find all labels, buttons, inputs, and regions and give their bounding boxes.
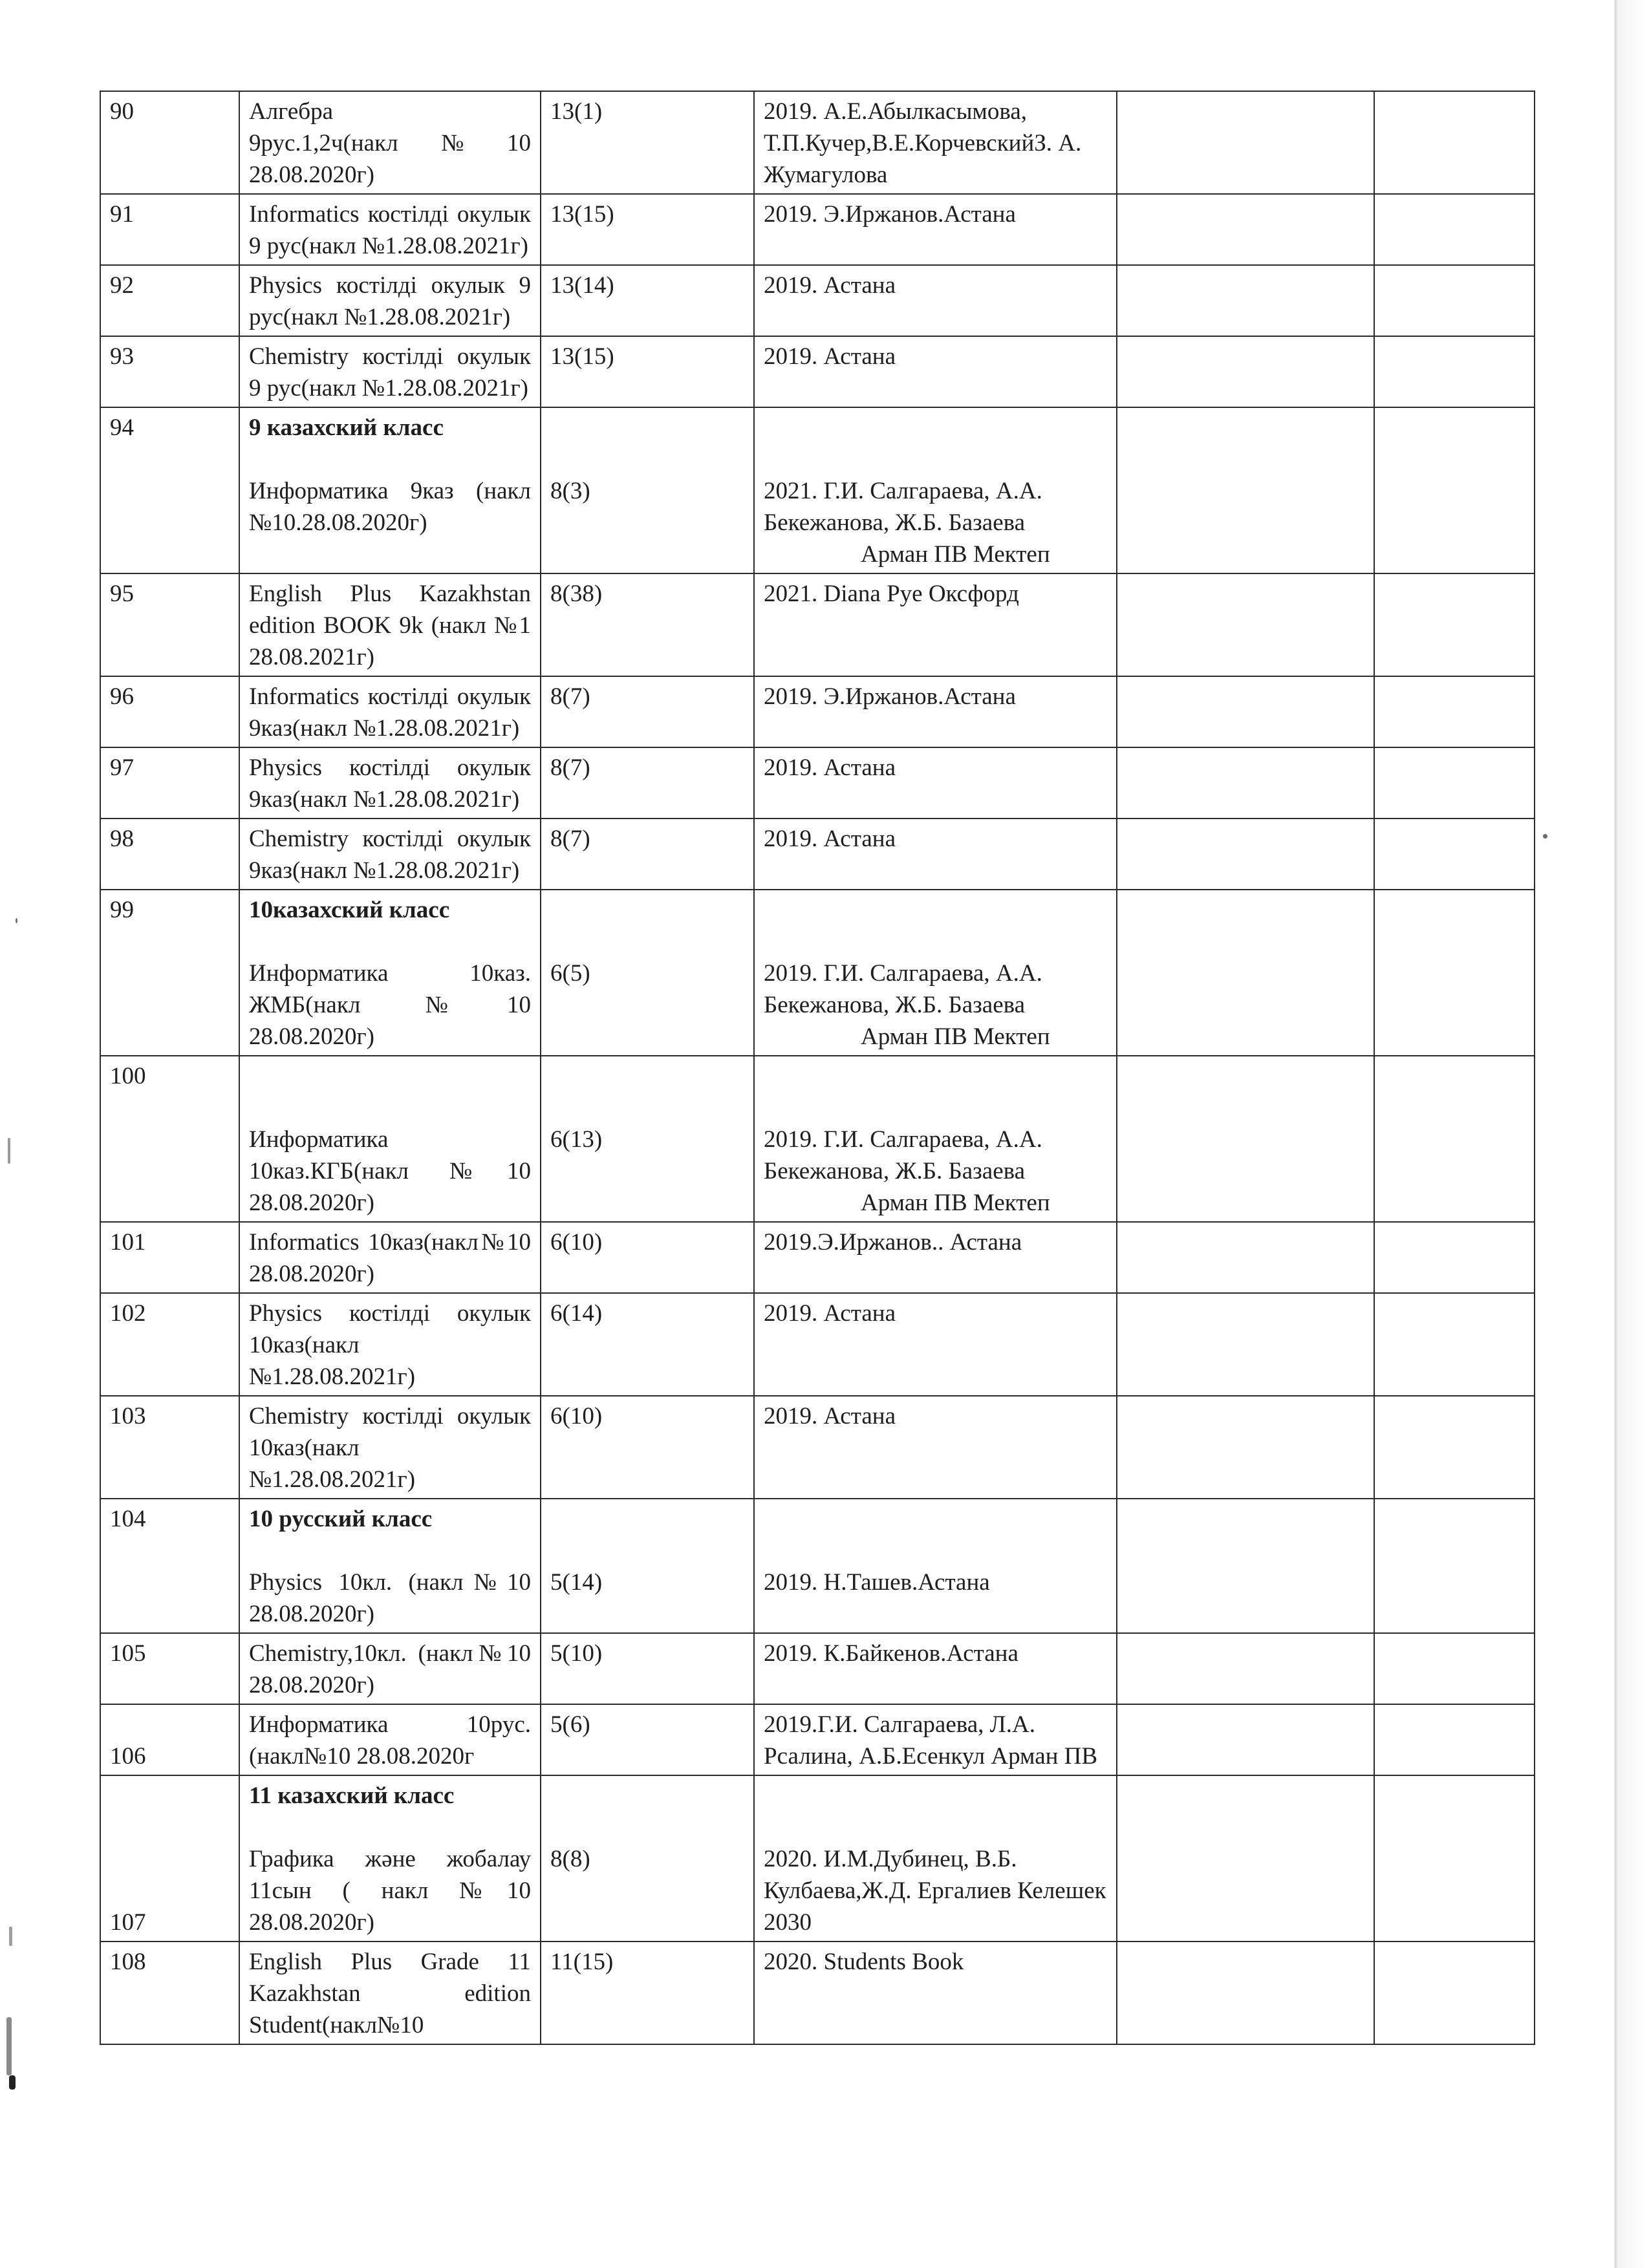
empty-cell [1374,1499,1535,1633]
book-title-cell [239,1633,541,1704]
empty-cell [1374,818,1535,890]
publisher-info: 2021. Г.И. Салгараева, А.А. Бекежанова, Ж.Б. Базаева [764,478,1042,536]
table-row [100,1396,1535,1499]
publisher-cell [754,1396,1117,1499]
publisher-cell [754,407,1117,573]
quantity: 8(38) [550,581,603,607]
book-title: Physics коcтiлдi окулык 9 рус(накл №1.28.08.2021г) [249,272,531,330]
empty-cell [1117,573,1374,676]
empty-cell [1374,1942,1535,2044]
class-heading: 9 казахский класс [249,414,444,441]
empty-cell [1117,265,1374,336]
quantity-cell [541,1396,754,1499]
quantity: 13(1) [550,98,603,125]
book-title: Chemistry коcтiлдi окулык 9каз(накл №1.28.08.2021г) [249,826,531,884]
row-number: 98 [110,826,134,852]
empty-cell [1117,818,1374,890]
publisher-cell [754,1056,1117,1222]
empty-cell [1374,1633,1535,1704]
row-number-cell [100,1499,239,1633]
empty-cell [1374,1704,1535,1775]
quantity-cell [541,1775,754,1942]
book-title: Physics коcтiлдi окулык 9каз(накл №1.28.08.2021г) [249,754,531,813]
publisher-info: 2019. Астана [764,1403,896,1429]
empty-cell [1117,747,1374,818]
quantity-cell [541,1942,754,2044]
publisher-name: Арман ПВ Мектеп [861,1190,1050,1216]
quantity: 6(13) [550,1126,603,1153]
publisher-cell [754,1293,1117,1396]
empty-cell [1374,573,1535,676]
quantity: 5(10) [550,1640,603,1667]
table-row [100,336,1535,407]
quantity: 5(6) [550,1711,590,1738]
book-title-cell [239,91,541,194]
table-row [100,194,1535,265]
quantity: 5(14) [550,1569,603,1596]
book-title-cell [239,407,541,573]
table-row [100,1056,1535,1222]
row-number-cell [100,1222,239,1293]
empty-cell [1374,407,1535,573]
row-number-cell [100,676,239,747]
quantity: 13(14) [550,272,614,299]
book-title: Информатика 10каз.КГБ(накл №10 28.08.2020г) [249,1126,531,1216]
quantity: 8(7) [550,826,590,852]
publisher-cell [754,818,1117,890]
row-number-cell [100,265,239,336]
heading-spacer [764,412,1107,475]
publisher-info: 2019. Э.Иржанов.Астана [764,683,1016,710]
publisher-info: 2020. Students Book [764,1949,964,1975]
empty-cell [1117,1499,1374,1633]
book-title-cell [239,1222,541,1293]
empty-cell [1117,1942,1374,2044]
book-title-cell [239,573,541,676]
publisher-info: 2020. И.М.Дубинец, В.Б. Кулбаева,Ж.Д. Ергалиев Келешек 2030 [764,1846,1106,1936]
heading-spacer [550,412,744,475]
empty-cell [1117,1293,1374,1396]
quantity: 6(10) [550,1403,603,1429]
empty-cell [1374,676,1535,747]
heading-spacer [550,1503,744,1567]
quantity-cell [541,890,754,1056]
book-title: Информатика 10рус. (накл№10 28.08.2020г [249,1711,531,1770]
table-row [100,747,1535,818]
row-number: 101 [110,1229,146,1256]
publisher-info: 2019. Э.Иржанов.Астана [764,201,1016,228]
scan-speck [6,2017,12,2075]
scan-speck [9,1927,12,1946]
publisher-info: 2019. Г.И. Салгараева, А.А. Бекежанова, Ж.Б. Базаева [764,1126,1042,1184]
quantity-cell [541,194,754,265]
class-heading: 10 русский класс [249,1506,433,1532]
row-number-cell [100,1633,239,1704]
heading-spacer [550,894,744,957]
book-title-cell [239,890,541,1056]
publisher-info: 2019. Астана [764,826,896,852]
book-title: Chemistry,10кл. (накл№10 28.08.2020г) [249,1640,531,1698]
publisher-cell [754,1704,1117,1775]
table-body [100,91,1535,2044]
heading-spacer [764,894,1107,957]
publisher-info: 2021. Diana Pye Оксфорд [764,581,1019,607]
quantity: 6(10) [550,1229,603,1256]
publisher-cell [754,1499,1117,1633]
row-number: 100 [110,1063,146,1089]
quantity: 13(15) [550,343,614,370]
table-row [100,1775,1535,1942]
book-title: Chemistry коcтiлдi окулык 9 рус(накл №1.28.08.2021г) [249,343,531,401]
publisher-cell [754,573,1117,676]
row-number: 97 [110,754,134,781]
publisher-info: 2019.Э.Иржанов.. Астана [764,1229,1022,1256]
row-number: 94 [110,414,134,441]
row-number: 108 [110,1949,146,1975]
empty-cell [1374,890,1535,1056]
empty-cell [1117,336,1374,407]
book-title-cell [239,265,541,336]
empty-cell [1117,1704,1374,1775]
quantity: 8(7) [550,754,590,781]
row-number: 92 [110,272,134,299]
empty-cell [1117,1056,1374,1222]
book-title-cell [239,1942,541,2044]
row-number-cell [100,1056,239,1222]
book-title-cell [239,1056,541,1222]
row-number-cell [100,91,239,194]
book-title-cell [239,1775,541,1942]
row-number: 95 [110,581,134,607]
empty-cell [1117,1222,1374,1293]
row-number-cell [100,407,239,573]
book-title: Physics коcтiлдi окулык 10каз(накл №1.28.08.2021г) [249,1300,531,1390]
quantity-cell [541,1056,754,1222]
quantity-cell [541,676,754,747]
class-heading: 11 казахский класс [249,1782,455,1809]
table-row [100,91,1535,194]
heading-spacer [764,1060,1107,1124]
empty-cell [1117,1396,1374,1499]
row-number-cell [100,1396,239,1499]
scan-edge-shade [1617,0,1649,2268]
book-title: Chemistry коcтiлдi окулык 10каз(накл №1.28.08.2021г) [249,1403,531,1493]
quantity-cell [541,1633,754,1704]
empty-cell [1374,1396,1535,1499]
publisher-info: 2019.Г.И. Салгараева, Л.А. Рсалина, А.Б.Есенкул Арман ПВ [764,1711,1098,1770]
book-title: Алгебра 9рус.1,2ч(накл№10 28.08.2020г) [249,98,531,188]
empty-cell [1374,91,1535,194]
row-number: 93 [110,343,134,370]
table-row [100,1222,1535,1293]
publisher-info: 2019. А.Е.Абылкасымова, Т.П.Кучер,В.Е.КорчевскийЗ. А. Жумагулова [764,98,1082,188]
publisher-cell [754,890,1117,1056]
empty-cell [1374,747,1535,818]
row-number-cell [100,1775,239,1942]
table-row [100,407,1535,573]
table-row [100,1633,1535,1704]
quantity-cell [541,1704,754,1775]
publisher-cell [754,676,1117,747]
publisher-info: 2019. Астана [764,343,896,370]
publisher-cell [754,265,1117,336]
empty-cell [1374,1222,1535,1293]
table-row [100,818,1535,890]
quantity: 8(7) [550,683,590,710]
book-title-cell [239,336,541,407]
book-title-cell [239,194,541,265]
table-row [100,676,1535,747]
publisher-cell [754,1942,1117,2044]
empty-cell [1374,1293,1535,1396]
quantity-cell [541,407,754,573]
book-title: English Plus Grade 11 Kazakhstan edition Student(накл№10 [249,1949,531,2038]
empty-cell [1374,336,1535,407]
table-row [100,1704,1535,1775]
book-title-cell [239,1293,541,1396]
heading-spacer [550,1060,744,1124]
book-title-cell [239,747,541,818]
quantity-cell [541,573,754,676]
book-title: Графика және жобалау 11сын ( накл №10 28.08.2020г) [249,1846,531,1936]
row-number-cell [100,890,239,1056]
publisher-cell [754,1222,1117,1293]
quantity: 11(15) [550,1949,614,1975]
quantity-cell [541,1222,754,1293]
row-number: 90 [110,98,134,125]
heading-spacer [764,1780,1107,1843]
empty-cell [1374,1056,1535,1222]
heading-spacer [764,1503,1107,1567]
empty-cell [1117,194,1374,265]
publisher-cell [754,194,1117,265]
book-title: Информатика 9каз (накл №10.28.08.2020г) [249,478,531,536]
quantity-cell [541,1499,754,1633]
table-row [100,1499,1535,1633]
scan-speck [8,1138,10,1164]
book-title-cell [239,1396,541,1499]
book-title-cell [239,1499,541,1633]
row-number-cell [100,573,239,676]
table-row [100,1293,1535,1396]
empty-cell [1117,1775,1374,1942]
publisher-info: 2019. Астана [764,1300,896,1327]
class-heading [249,1060,531,1092]
quantity-cell [541,91,754,194]
publisher-info: 2019. Астана [764,754,896,781]
quantity-cell [541,747,754,818]
row-number-cell [100,336,239,407]
row-number-cell [100,747,239,818]
row-number-cell [100,1293,239,1396]
publisher-cell [754,1775,1117,1942]
row-number-cell [100,194,239,265]
book-title-cell [239,1704,541,1775]
row-number-cell [100,1704,239,1775]
quantity: 6(14) [550,1300,603,1327]
publisher-info: 2019. К.Байкенов.Астана [764,1640,1018,1667]
table-row [100,573,1535,676]
empty-cell [1117,91,1374,194]
quantity: 13(15) [550,201,614,228]
book-title-cell [239,676,541,747]
book-title: Informatics коcтiлдi окулык 9каз(накл №1.28.08.2021г) [249,683,531,742]
row-number: 99 [110,897,134,923]
publisher-name: Арман ПВ Мектеп [861,541,1050,568]
book-title: Physics 10кл. (накл№10 28.08.2020г) [249,1569,531,1627]
quantity: 8(8) [550,1846,590,1872]
book-title-cell [239,818,541,890]
row-number: 106 [110,1743,146,1770]
quantity-cell [541,336,754,407]
book-title: English Plus Kazakhstan edition BOOK 9k (накл №1 28.08.2021г) [249,581,531,670]
scan-speck [9,2075,16,2090]
publisher-info: 2019. Астана [764,272,896,299]
publisher-info: 2019. Н.Ташев.Астана [764,1569,990,1596]
quantity: 8(3) [550,478,590,504]
quantity-cell [541,1293,754,1396]
empty-cell [1374,194,1535,265]
scan-speck [1543,834,1547,839]
row-number-cell [100,1942,239,2044]
row-number: 91 [110,201,134,228]
empty-cell [1117,1633,1374,1704]
publisher-cell [754,747,1117,818]
empty-cell [1117,890,1374,1056]
table-row [100,890,1535,1056]
row-number: 103 [110,1403,146,1429]
row-number: 107 [110,1909,146,1936]
empty-cell [1117,676,1374,747]
scan-speck [16,918,17,923]
row-number: 102 [110,1300,146,1327]
row-number: 104 [110,1506,146,1532]
quantity-cell [541,818,754,890]
row-number: 105 [110,1640,146,1667]
empty-cell [1374,1775,1535,1942]
quantity-cell [541,265,754,336]
empty-cell [1374,265,1535,336]
book-title: Информатика 10каз. ЖМБ(накл №10 28.08.2020г) [249,960,531,1050]
row-number-cell [100,818,239,890]
table-row [100,1942,1535,2044]
quantity: 6(5) [550,960,590,987]
row-number: 96 [110,683,134,710]
publisher-cell [754,91,1117,194]
book-title: Informatics коcтiлдi окулык 9 рус(накл №1.28.08.2021г) [249,201,531,259]
table-row [100,265,1535,336]
publisher-cell [754,1633,1117,1704]
textbook-table [100,91,1535,2045]
class-heading: 10казахский класс [249,897,450,923]
publisher-cell [754,336,1117,407]
empty-cell [1117,407,1374,573]
publisher-info: 2019. Г.И. Салгараева, А.А. Бекежанова, Ж.Б. Базаева [764,960,1042,1018]
book-title: Informatics 10каз(накл№10 28.08.2020г) [249,1229,531,1287]
heading-spacer [550,1780,744,1843]
publisher-name: Арман ПВ Мектеп [861,1023,1050,1050]
